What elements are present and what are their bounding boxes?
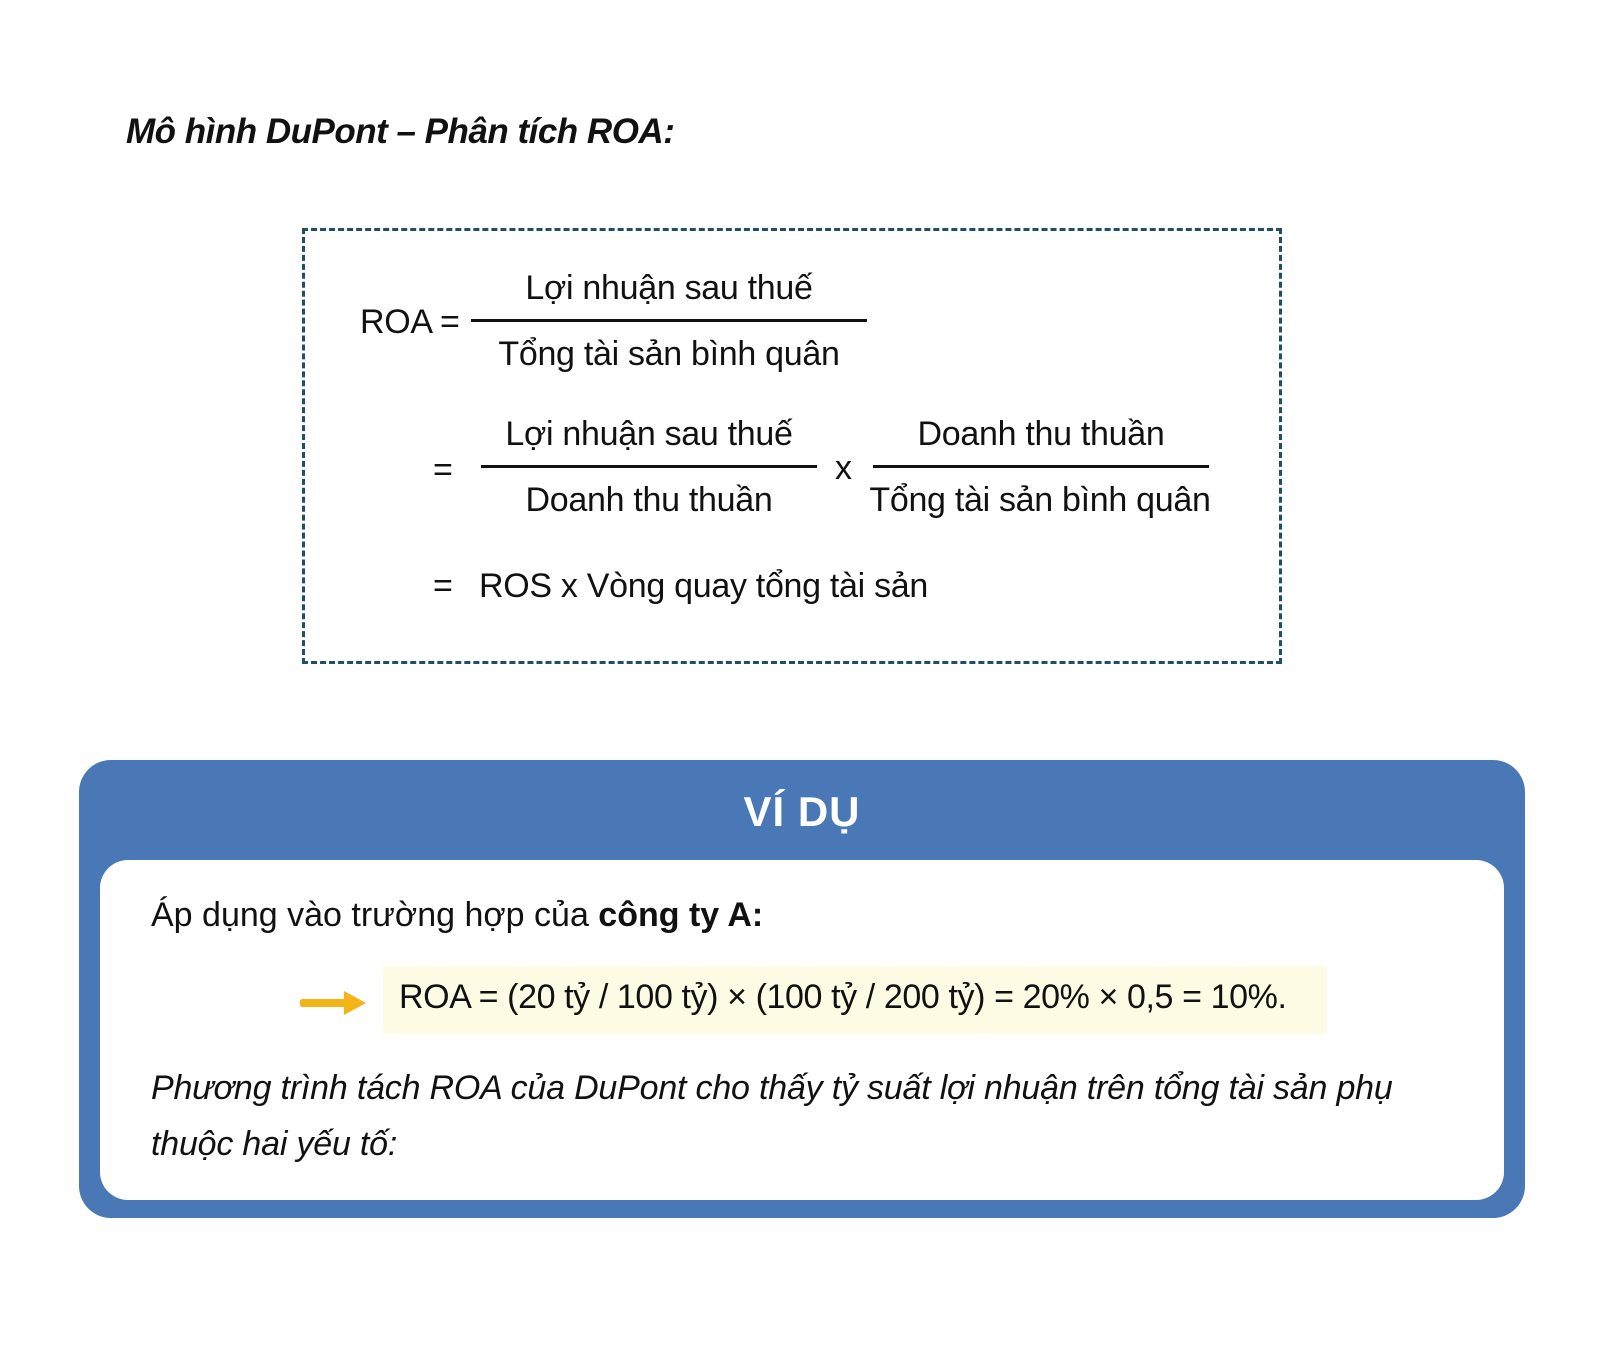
example-card <box>100 860 1504 1200</box>
roa-label: ROA = <box>360 303 460 341</box>
example-intro <box>151 896 763 935</box>
line2-fraction2-bar <box>873 465 1209 468</box>
example-heading: VÍ DỤ <box>743 788 861 835</box>
formula-box <box>302 228 1282 664</box>
page-title: Mô hình DuPont – Phân tích ROA: <box>126 112 675 151</box>
arrow-right-icon <box>300 988 370 1018</box>
intro-company: công ty A: <box>598 896 764 934</box>
line1-fraction-bar <box>471 319 867 322</box>
calculation-text: ROA = (20 tỷ / 100 tỷ) × (100 tỷ / 200 tỷ) = 20% × 0,5 = 10%. <box>399 978 1287 1016</box>
line2-fraction2-denominator: Tổng tài sản bình quân <box>869 481 1211 519</box>
line2-fraction1-denominator: Doanh thu thuần <box>525 481 773 519</box>
line2-fraction2-numerator: Doanh thu thuần <box>917 415 1165 453</box>
example-panel <box>79 760 1525 1218</box>
line3-expression: ROS x Vòng quay tổng tài sản <box>479 567 928 605</box>
line2-equals: = <box>433 451 453 489</box>
calculation-highlight <box>383 966 1327 1034</box>
line2-fraction1-bar <box>481 465 817 468</box>
line1-numerator: Lợi nhuận sau thuế <box>525 269 813 307</box>
line1-denominator: Tổng tài sản bình quân <box>498 335 840 373</box>
line3-equals: = <box>433 567 453 605</box>
conclusion-text: Phương trình tách ROA của DuPont cho thấy tỷ suất lợi nhuận trên tổng tài sản phụ thuộc hai yếu tố: <box>151 1069 1393 1163</box>
line2-fraction1-numerator: Lợi nhuận sau thuế <box>505 415 793 453</box>
intro-prefix: Áp dụng vào trường hợp của <box>151 896 599 934</box>
line2-times: x <box>835 449 852 487</box>
